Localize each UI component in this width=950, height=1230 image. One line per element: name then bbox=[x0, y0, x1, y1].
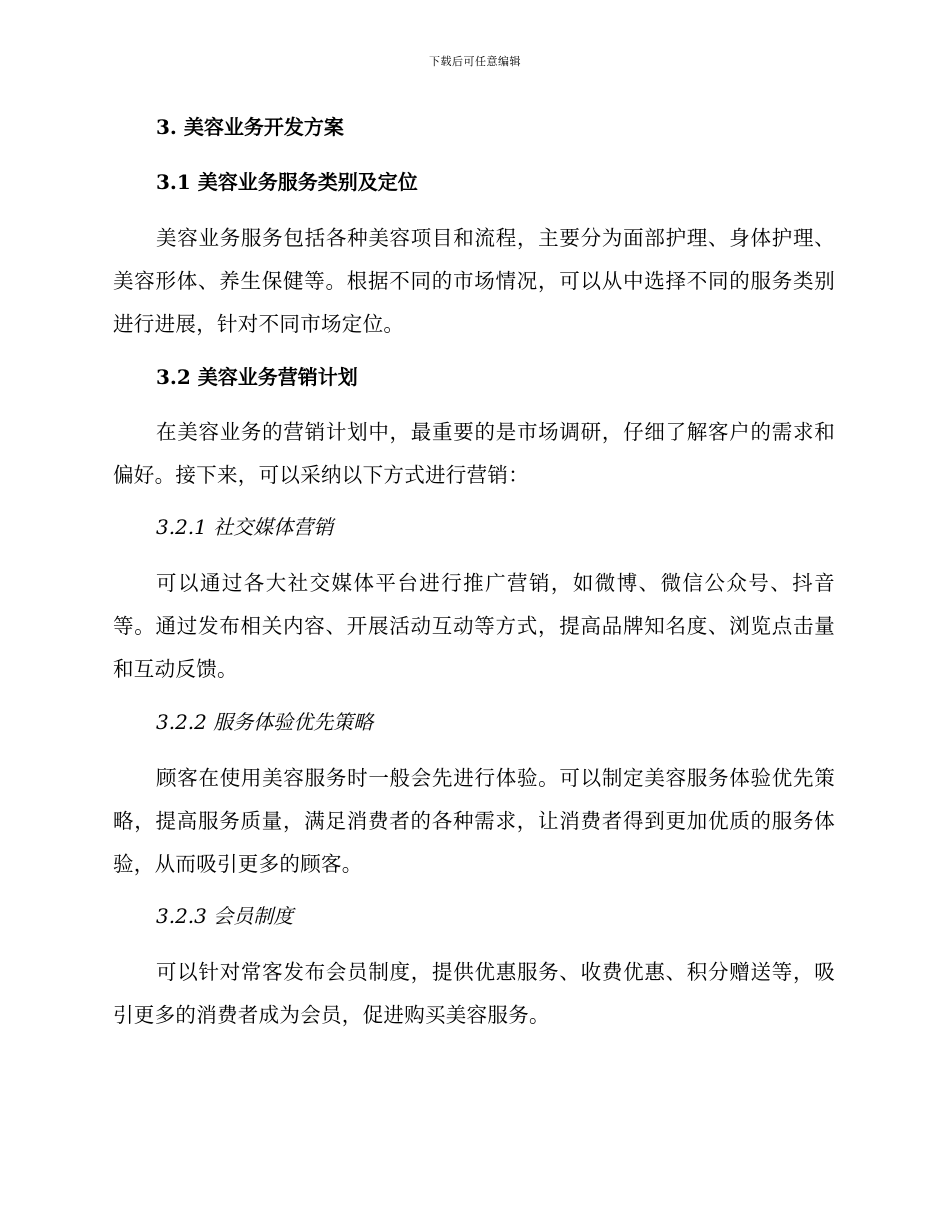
section-3-1-heading: 3.1 美容业务服务类别及定位 bbox=[156, 170, 418, 194]
section-3-1-paragraph: 美容业务服务包括各种美容项目和流程，主要分为面部护理、身体护理、美容形体、养生保健等。根据不同的市场情况，可以从中选择不同的服务类别进行进展，针对不同市场定位。 bbox=[113, 226, 835, 336]
section-3-heading: 3. 美容业务开发方案 bbox=[156, 115, 344, 139]
section-3-2-paragraph: 在美容业务的营销计划中，最重要的是市场调研，仔细了解客户的需求和偏好。接下来，可以采纳以下方式进行营销： bbox=[113, 420, 835, 487]
section-3-2-1-heading: 3.2.1 社交媒体营销 bbox=[156, 515, 334, 539]
section-3-2-2-heading: 3.2.2 服务体验优先策略 bbox=[156, 710, 374, 734]
section-3-2-heading: 3.2 美容业务营销计划 bbox=[156, 365, 358, 389]
section-3-2-2-paragraph: 顾客在使用美容服务时一般会先进行体验。可以制定美容服务体验优先策略，提高服务质量，满足消费者的各种需求，让消费者得到更加优质的服务体验，从而吸引更多的顾客。 bbox=[113, 766, 835, 876]
section-3-2-3-heading: 3.2.3 会员制度 bbox=[156, 904, 294, 928]
page-header: 下载后可任意编辑 bbox=[429, 55, 521, 68]
section-3-2-3-paragraph: 可以针对常客发布会员制度，提供优惠服务、收费优惠、积分赠送等，吸引更多的消费者成为会员，促进购买美容服务。 bbox=[113, 960, 835, 1027]
section-3-2-1-paragraph: 可以通过各大社交媒体平台进行推广营销，如微博、微信公众号、抖音等。通过发布相关内容、开展活动互动等方式，提高品牌知名度、浏览点击量和互动反馈。 bbox=[113, 571, 835, 681]
